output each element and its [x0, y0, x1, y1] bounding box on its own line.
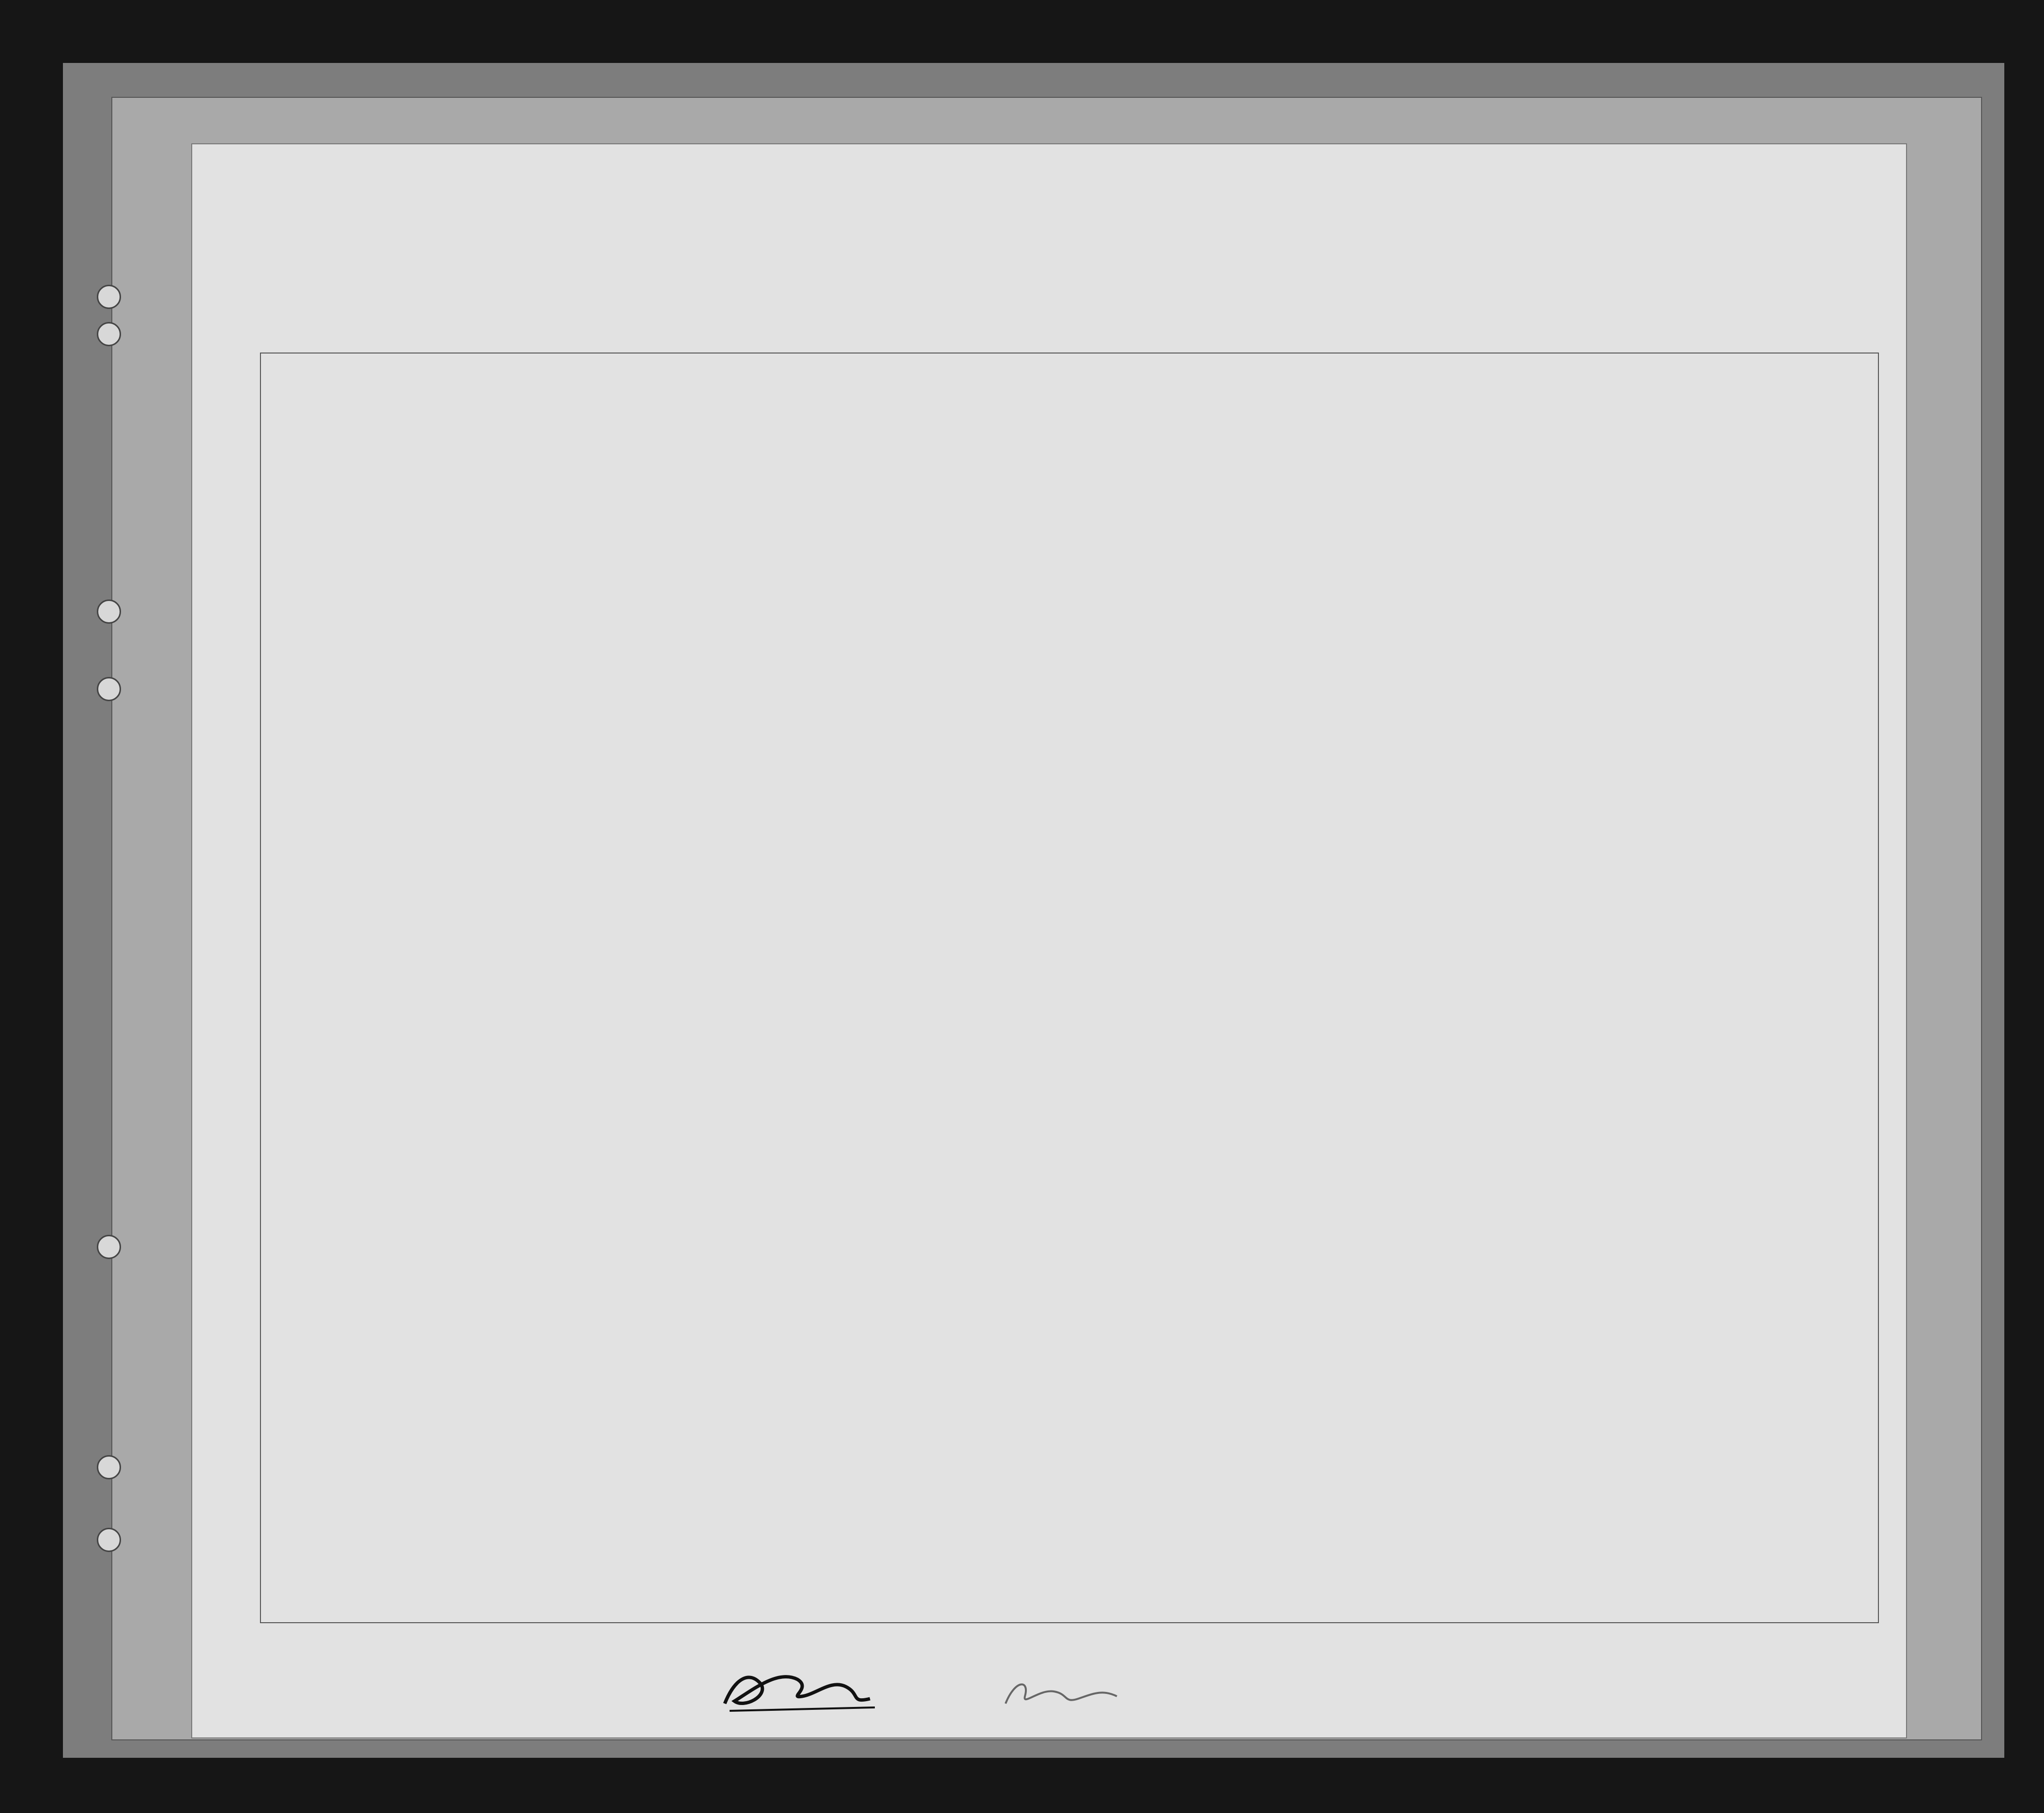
- binder-hole: [97, 599, 121, 624]
- binder-hole: [97, 1235, 121, 1259]
- binder-hole: [97, 677, 121, 701]
- binder-hole: [97, 1528, 121, 1552]
- binder-hole: [97, 1455, 121, 1479]
- inspector-signature: [996, 1670, 1141, 1718]
- vessel-line: [308, 309, 1858, 338]
- binder-hole: [97, 322, 121, 346]
- crew-table: [260, 353, 1879, 1623]
- binder-hole: [97, 285, 121, 309]
- purser-signature: [715, 1650, 889, 1723]
- manifest-page: [191, 143, 1907, 1738]
